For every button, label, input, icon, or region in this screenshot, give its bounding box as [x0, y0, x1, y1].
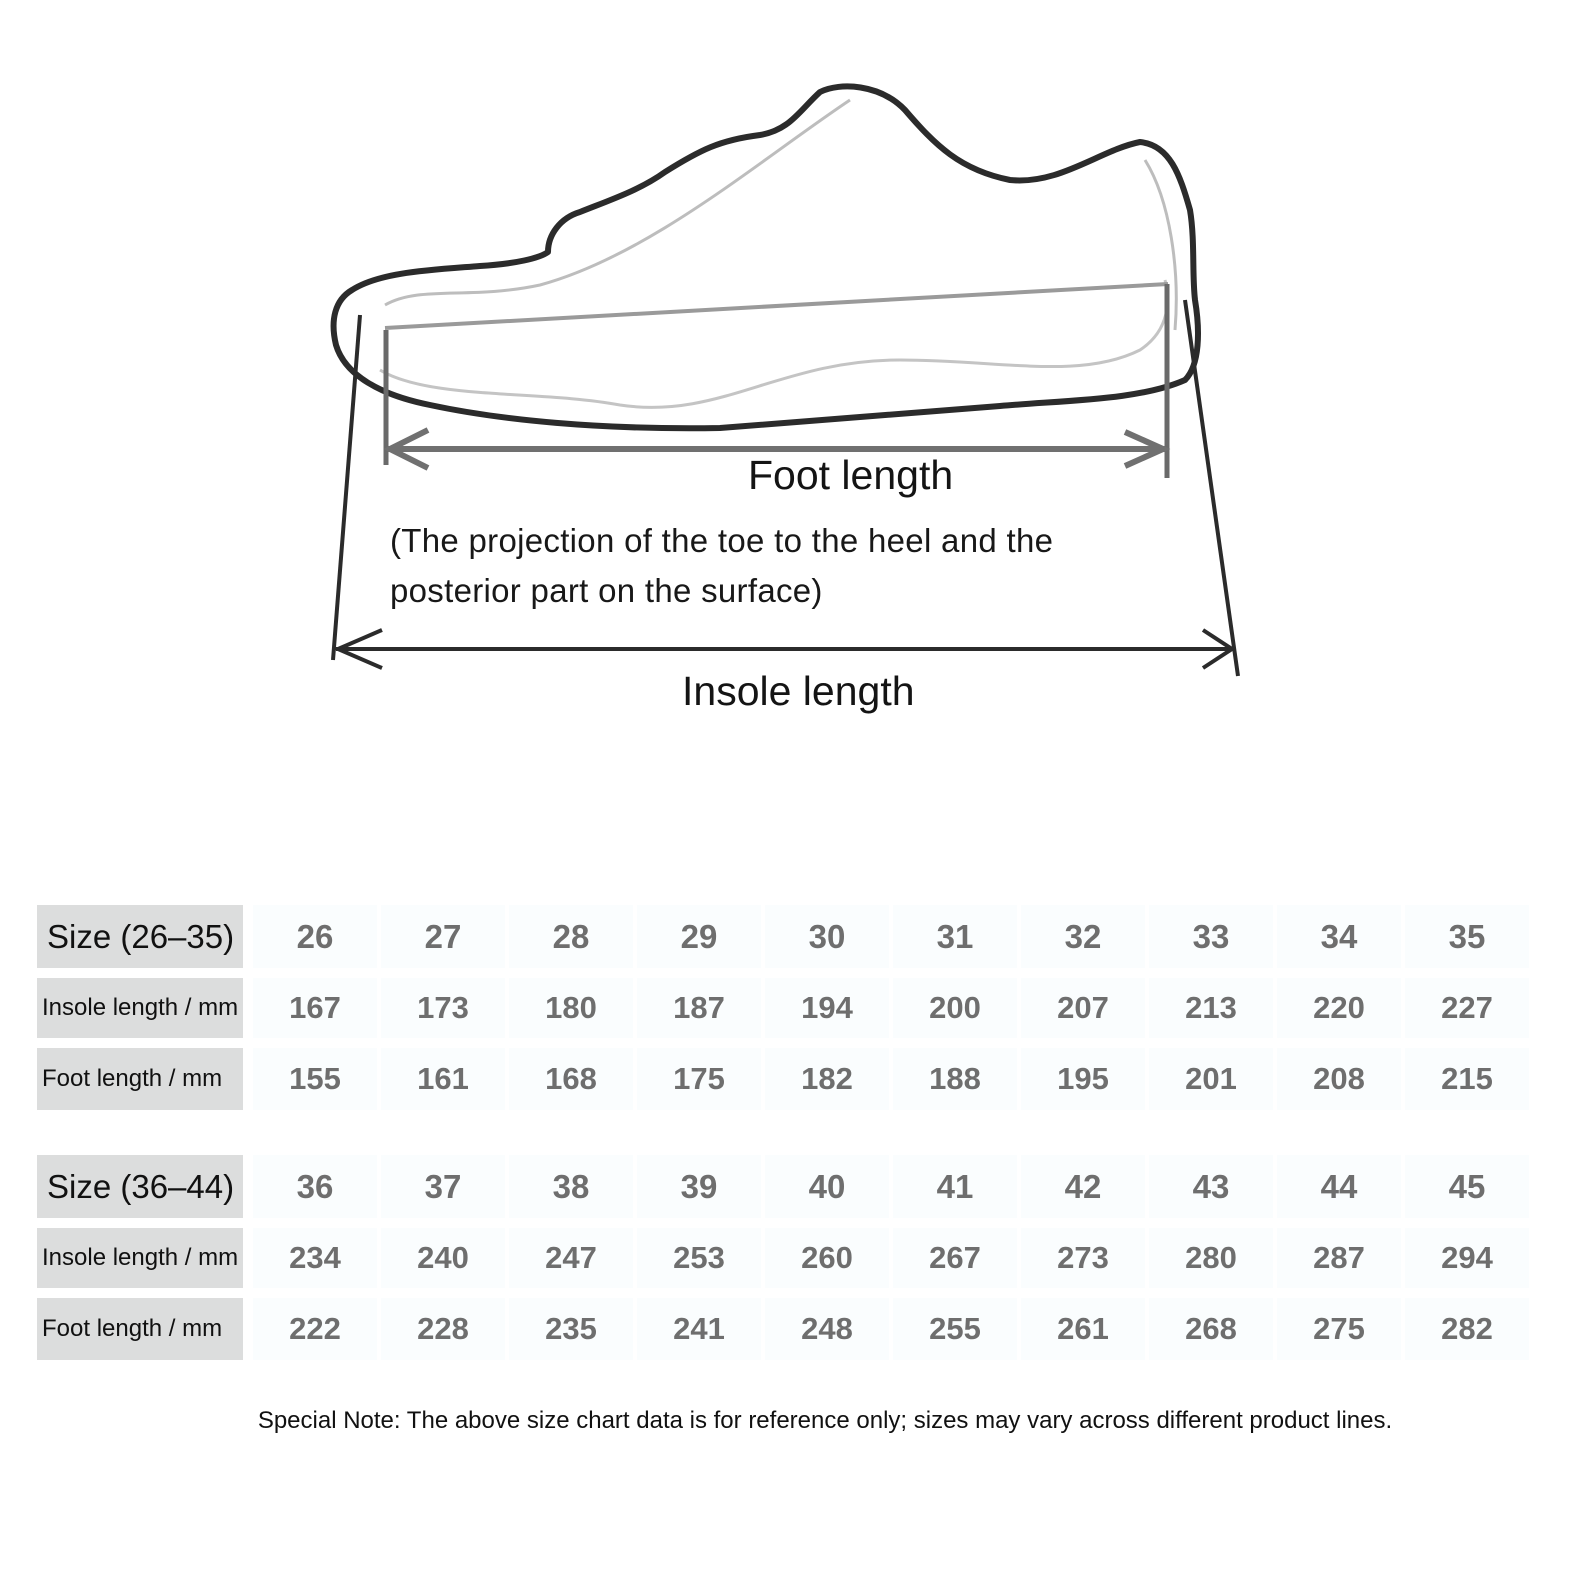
size-cell: 44 [1277, 1155, 1405, 1218]
insole-length-cell: 227 [1405, 978, 1533, 1038]
foot-length-cell: 275 [1277, 1298, 1405, 1360]
foot-length-cell: 155 [253, 1048, 381, 1110]
size-cell: 29 [637, 905, 765, 968]
insole-length-cell: 280 [1149, 1228, 1277, 1288]
foot-length-row [37, 1298, 1533, 1360]
insole-length-cell: 240 [381, 1228, 509, 1288]
shoe-measurement-diagram [0, 0, 1569, 760]
foot-length-cell: 168 [509, 1048, 637, 1110]
foot-length-cell: 175 [637, 1048, 765, 1110]
insole-length-row [37, 1228, 1533, 1288]
insole-length-cells [253, 1228, 1533, 1288]
foot-length-cell: 248 [765, 1298, 893, 1360]
insole-length-cell: 173 [381, 978, 509, 1038]
heel-inner-line [1145, 160, 1176, 330]
foot-length-cell: 201 [1149, 1048, 1277, 1110]
size-cells [253, 905, 1533, 968]
insole-length-label: Insole length [682, 668, 915, 714]
insole-length-cell: 247 [509, 1228, 637, 1288]
size-table-1 [37, 905, 1533, 1110]
size-cell: 37 [381, 1155, 509, 1218]
size-header: Size (26–35) [37, 905, 243, 968]
foot-length-cells [253, 1298, 1533, 1360]
insole-length-cell: 287 [1277, 1228, 1405, 1288]
insole-length-cell: 213 [1149, 978, 1277, 1038]
insole-length-cell: 194 [765, 978, 893, 1038]
size-row [37, 905, 1533, 968]
size-cell: 30 [765, 905, 893, 968]
foot-length-cells [253, 1048, 1533, 1110]
size-cell: 45 [1405, 1155, 1533, 1218]
insole-length-cell: 207 [1021, 978, 1149, 1038]
size-cell: 39 [637, 1155, 765, 1218]
foot-length-cell: 241 [637, 1298, 765, 1360]
projection-note-line-2: posterior part on the surface) [390, 572, 823, 609]
foot-length-cell: 222 [253, 1298, 381, 1360]
insole-right-line [1185, 300, 1238, 676]
foot-length-cell: 208 [1277, 1048, 1405, 1110]
size-cell: 26 [253, 905, 381, 968]
insole-length-cell: 267 [893, 1228, 1021, 1288]
foot-length-label: Foot length [748, 452, 954, 498]
size-cell: 34 [1277, 905, 1405, 968]
size-cell: 43 [1149, 1155, 1277, 1218]
size-cell: 28 [509, 905, 637, 968]
foot-length-cell: 215 [1405, 1048, 1533, 1110]
insole-length-cell: 220 [1277, 978, 1405, 1038]
foot-length-cell: 282 [1405, 1298, 1533, 1360]
insole-length-cell: 200 [893, 978, 1021, 1038]
foot-length-cell: 161 [381, 1048, 509, 1110]
insole-length-cell: 180 [509, 978, 637, 1038]
foot-length-cell: 261 [1021, 1298, 1149, 1360]
foot-length-cell: 235 [509, 1298, 637, 1360]
size-cell: 42 [1021, 1155, 1149, 1218]
size-cell: 41 [893, 1155, 1021, 1218]
size-cell: 36 [253, 1155, 381, 1218]
foot-length-header: Foot length / mm [37, 1298, 243, 1360]
size-row [37, 1155, 1533, 1218]
size-cell: 35 [1405, 905, 1533, 968]
special-note: Special Note: The above size chart data is for reference only; sizes may vary across different product lines. [257, 1407, 1393, 1434]
insole-length-cell: 167 [253, 978, 381, 1038]
size-cell: 32 [1021, 905, 1149, 968]
size-cell: 27 [381, 905, 509, 968]
insole-length-row [37, 978, 1533, 1038]
size-cell: 38 [509, 1155, 637, 1218]
insole-length-header: Insole length / mm [37, 978, 243, 1038]
foot-length-cell: 188 [893, 1048, 1021, 1110]
size-cell: 31 [893, 905, 1021, 968]
size-cell: 33 [1149, 905, 1277, 968]
insole-length-cell: 294 [1405, 1228, 1533, 1288]
foot-length-row [37, 1048, 1533, 1110]
insole-length-cell: 253 [637, 1228, 765, 1288]
insole-length-cell: 234 [253, 1228, 381, 1288]
insole-length-cell: 187 [637, 978, 765, 1038]
shoe-outline [334, 86, 1198, 428]
inner-bottom-contour [380, 280, 1167, 407]
foot-length-cell: 182 [765, 1048, 893, 1110]
insole-length-cell: 260 [765, 1228, 893, 1288]
foot-length-cell: 195 [1021, 1048, 1149, 1110]
insole-length-header: Insole length / mm [37, 1228, 243, 1288]
size-cell: 40 [765, 1155, 893, 1218]
foot-length-cell: 255 [893, 1298, 1021, 1360]
foot-length-cell: 268 [1149, 1298, 1277, 1360]
foot-length-header: Foot length / mm [37, 1048, 243, 1110]
insole-length-cells [253, 978, 1533, 1038]
foot-length-cell: 228 [381, 1298, 509, 1360]
size-header: Size (36–44) [37, 1155, 243, 1218]
projection-note-line-1: (The projection of the toe to the heel and the [390, 522, 1054, 559]
size-table-2 [37, 1155, 1533, 1360]
insole-length-cell: 273 [1021, 1228, 1149, 1288]
size-cells [253, 1155, 1533, 1218]
